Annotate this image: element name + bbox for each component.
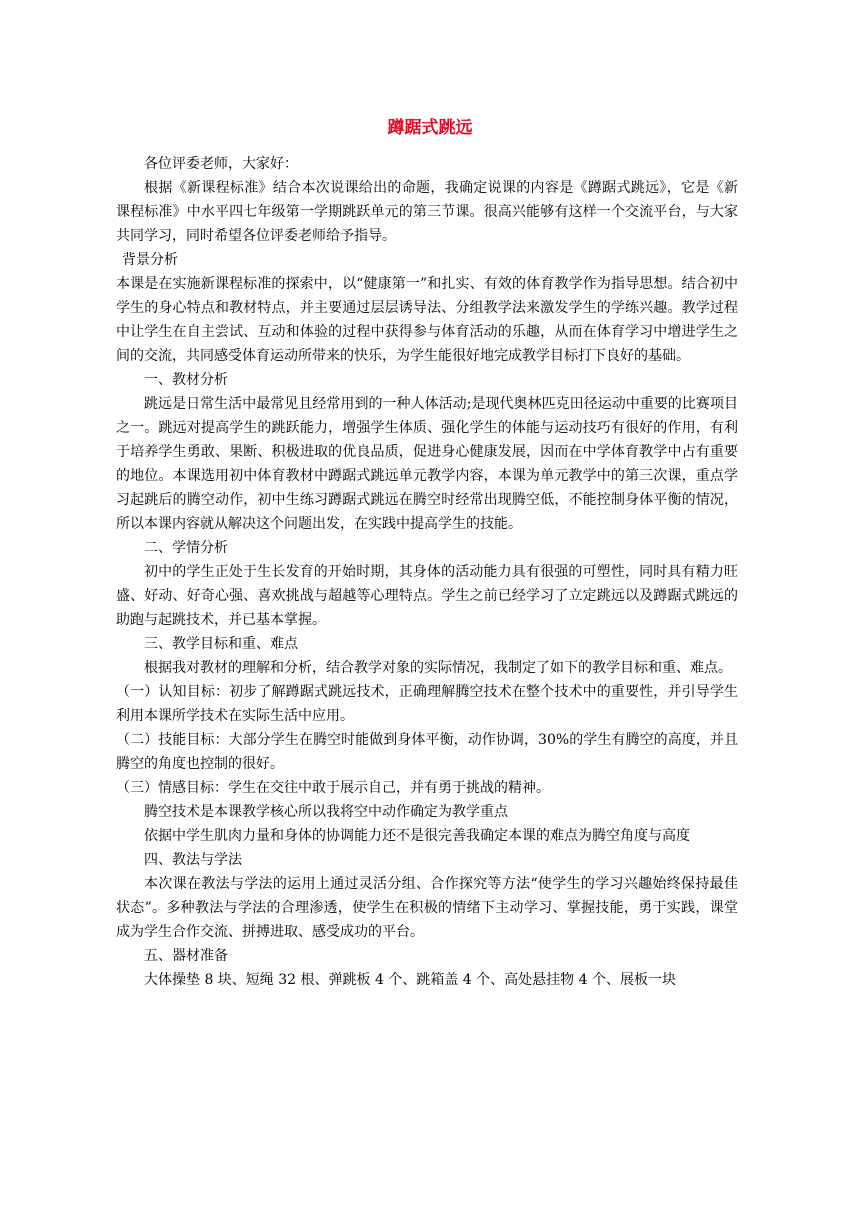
paragraph: 五、器材准备 [144, 948, 228, 964]
document-title: 蹲踞式跳远 [387, 118, 473, 138]
paragraph: （三）情感目标：学生在交往中敢于展示自己，并有勇于挑战的精神。 [116, 780, 550, 796]
paragraph: 本课是在实施新课程标准的探索中，以“健康第一”和扎实、有效的体育教学作为指导思想。结合初中学生的身心特点和教材特点，并主要通过层层诱导法、分组教学法来激发学生的学练兴趣。教学过程中让学生在自主尝试、互动和体验的过程中获得参与体育活动的乐趣，从而在体育学习中增进学生之间的交流，共同感受体育运动所带来的快乐，为学生能很好地完成教学目标打下良好的基础。 [116, 276, 738, 364]
paragraph: 依据中学生肌肉力量和身体的协调能力还不是很完善我确定本课的难点为腾空角度与高度 [144, 828, 690, 844]
paragraph: 四、教法与学法 [144, 852, 242, 868]
paragraph: 一、教材分析 [144, 372, 228, 388]
paragraph: 初中的学生正处于生长发育的开始时期，其身体的活动能力具有很强的可塑性，同时具有精力旺盛、好动、好奇心强、喜欢挑战与超越等心理特点。学生之前已经学习了立定跳远以及蹲踞式跳远的助跑与起跳技术，并已基本掌握。 [116, 564, 738, 628]
paragraph: 根据《新课程标准》结合本次说课给出的命题，我确定说课的内容是《蹲踞式跳远》，它是《新课程标准》中水平四七年级第一学期跳跃单元的第三节课。很高兴能够有这样一个交流平台，与大家共同学习，同时希望各位评委老师给予指导。 [116, 180, 738, 244]
paragraph: 背景分析 [122, 252, 178, 268]
document-body [116, 152, 738, 992]
paragraph: 本次课在教法与学法的运用上通过灵活分组、合作探究等方法“使学生的学习兴趣始终保持最佳状态”。多种教法与学法的合理渗透，使学生在积极的情绪下主动学习、掌握技能，勇于实践，课堂成为学生合作交流、拼搏进取、感受成功的平台。 [116, 876, 738, 940]
paragraph: 二、学情分析 [144, 540, 228, 556]
paragraph: （二）技能目标：大部分学生在腾空时能做到身体平衡，动作协调，30%的学生有腾空的高度，并且腾空的角度也控制的很好。 [116, 732, 738, 772]
paragraph: 跳远是日常生活中最常见且经常用到的一种人体活动;是现代奥林匹克田径运动中重要的比赛项目之一。跳远对提高学生的跳跃能力，增强学生体质、强化学生的体能与运动技巧有很好的作用，有利于培养学生勇敢、果断、积极进取的优良品质，促进身心健康发展，因而在中学体育教学中占有重要的地位。本课选用初中体育教材中蹲踞式跳远单元教学内容，本课为单元教学中的第三次课，重点学习起跳后的腾空动作，初中生练习蹲踞式跳远在腾空时经常出现腾空低，不能控制身体平衡的情况，所以本课内容就从解决这个问题出发，在实践中提高学生的技能。 [116, 396, 738, 532]
paragraph: 腾空技术是本课教学核心所以我将空中动作确定为教学重点 [144, 804, 508, 820]
paragraph: 根据我对教材的理解和分析，结合教学对象的实际情况，我制定了如下的教学目标和重、难点。 [144, 660, 732, 676]
paragraph: 各位评委老师，大家好： [144, 156, 298, 172]
paragraph: 大体操垫 8 块、短绳 32 根、弹跳板 4 个、跳箱盖 4 个、高处悬挂物 4 个、展板一块 [144, 972, 676, 988]
paragraph: 三、教学目标和重、难点 [144, 636, 298, 652]
paragraph: （一）认知目标：初步了解蹲踞式跳远技术，正确理解腾空技术在整个技术中的重要性，并引导学生利用本课所学技术在实际生活中应用。 [116, 684, 738, 724]
